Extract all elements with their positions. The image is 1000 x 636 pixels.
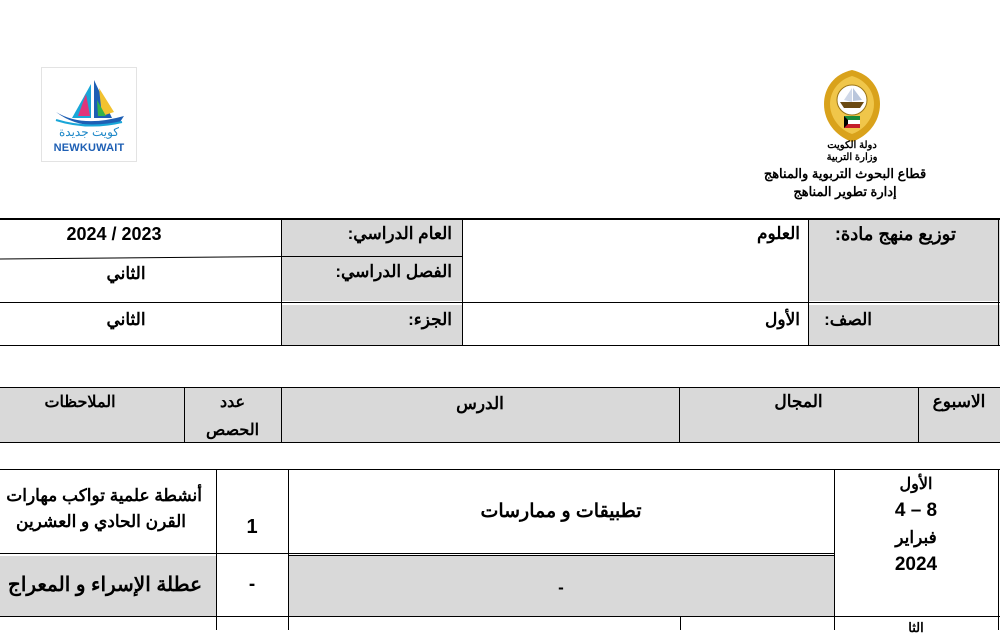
notes-1-line2: القرن الحادي و العشرين bbox=[16, 512, 186, 531]
emblem-state-text: دولة الكويت bbox=[827, 140, 877, 151]
year-label: العام الدراسي: bbox=[347, 224, 452, 243]
new-kuwait-logo bbox=[41, 67, 137, 162]
notes-1-line1: أنشطة علمية تواكب مهارات bbox=[6, 486, 202, 505]
header-notes: الملاحظات bbox=[44, 394, 116, 411]
kuwait-emblem-icon bbox=[818, 66, 886, 146]
subject-value: العلوم bbox=[756, 224, 800, 243]
semester-value: الثاني bbox=[106, 264, 146, 283]
week-month: فبراير bbox=[895, 528, 937, 547]
week-name: الأول bbox=[899, 476, 933, 493]
grade-value: الأول bbox=[765, 310, 800, 329]
logo-latin-text: NEWKUWAIT bbox=[53, 142, 125, 154]
periods-2: - bbox=[248, 574, 256, 595]
week-year: 2024 bbox=[894, 554, 938, 575]
lesson-1: تطبيقات و ممارسات bbox=[480, 501, 642, 522]
subject-label: توزيع منهج مادة: bbox=[834, 224, 956, 244]
part-label: الجزء: bbox=[408, 310, 452, 329]
semester-label: الفصل الدراسي: bbox=[335, 262, 452, 281]
notes-2: عطلة الإسراء و المعراج bbox=[7, 574, 202, 596]
header-periods-line1: عدد bbox=[219, 394, 246, 411]
grade-label: الصف: bbox=[824, 310, 872, 329]
week-days: 4 – 8 bbox=[894, 500, 938, 521]
logo-arabic-text: كويت جديدة bbox=[58, 125, 119, 139]
header-lesson: الدرس bbox=[456, 394, 504, 413]
header-week: الاسبوع bbox=[932, 392, 986, 411]
next-week-partial: الثا bbox=[908, 620, 924, 635]
sector-title: قطاع البحوث التربوية والمناهج bbox=[763, 166, 927, 181]
periods-1: 1 bbox=[246, 516, 258, 538]
lesson-2: - bbox=[558, 578, 564, 597]
year-value: 2023 / 2024 bbox=[66, 224, 162, 244]
part-value: الثاني bbox=[106, 310, 146, 329]
emblem-ministry-text: وزارة التربية bbox=[826, 152, 878, 163]
sailboat-icon bbox=[42, 72, 136, 132]
department-title: إدارة تطوير المناهج bbox=[793, 184, 897, 199]
header-domain: المجال bbox=[774, 392, 823, 411]
header-periods-line2: الحصص bbox=[205, 422, 260, 439]
